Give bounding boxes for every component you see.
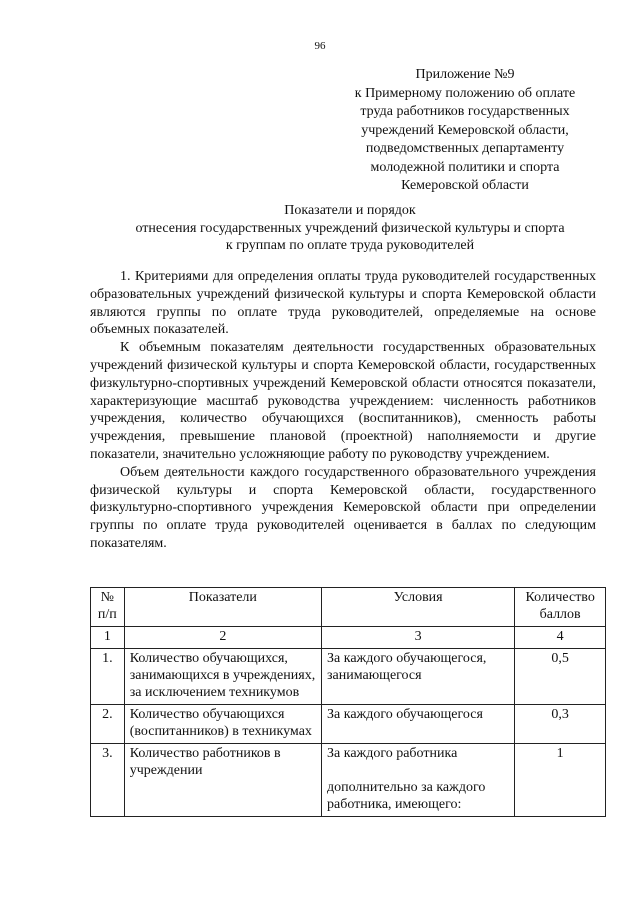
row-number: 3. [91,744,125,817]
document-title-line: отнесения государственных учреждений физической культуры и спорта [135,220,565,236]
indicators-table [90,587,606,817]
table-row [91,705,606,744]
appendix-line: молодежной политики и спорта [370,159,560,175]
table-header-row [91,588,606,627]
header-points: Количество баллов [515,588,606,627]
page-number: 96 [314,40,326,52]
row-condition-extra: дополнительно за каждого работника, имеющего: [327,780,486,812]
row-points: 1 [515,744,606,817]
row-condition: За каждого работника [327,746,458,761]
appendix-block [330,66,600,196]
paragraph: К объемным показателям деятельности государственных образовательных учреждений физической культуры и спорта Кемеровской области, государственных физкультурно-спортивных учреждений Кемеровской области относятся показатели, характеризующие масштаб руководства учреждением: численность работников учреждения, количество обучающихся (воспитанников), сменность работы учреждения, превышение плановой (проектной) наполняемости и другие показатели, значительно усложняющие работу по руководству учреждением. [90,340,596,462]
table-column-numbers-row [91,627,606,649]
row-indicator: Количество обучающихся (воспитанников) в техникумах [124,705,321,744]
paragraph: Объем деятельности каждого государственного образовательного учреждения физической культуры и спорта Кемеровской области, государственного физкультурно-спортивного учреждения Кемеровской области при определении группы по оплате труда руководителей оценивается в баллах по следующим показателям. [90,464,596,551]
document-title [100,202,600,255]
appendix-line: учреждений Кемеровской области, [361,122,569,138]
header-indicators: Показатели [124,588,321,627]
row-condition: За каждого обучающегося, занимающегося [322,649,515,705]
appendix-line: труда работников государственных [360,104,570,119]
row-points: 0,3 [515,705,606,744]
table-row [91,649,606,705]
row-indicator: Количество работников в учреждении [124,744,321,817]
body-text [90,268,596,553]
row-points: 0,5 [515,649,606,705]
row-condition: За каждого обучающегося [322,705,515,744]
row-condition-cell [322,744,515,817]
column-number: 4 [515,627,606,649]
row-number: 2. [91,705,125,744]
appendix-title: Приложение №9 [415,67,515,82]
column-number: 2 [124,627,321,649]
paragraph: 1. Критериями для определения оплаты труда руководителей государственных образовательных учреждений физической культуры и спорта Кемеровской области являются группы по оплате труда руководителей, определяемые на основе объемных показателей. [90,269,596,338]
appendix-line: Кемеровской области [401,178,529,193]
appendix-line: к Примерному положению об оплате [354,85,576,101]
column-number: 3 [322,627,515,649]
document-title-line: к группам по оплате труда руководителей [225,238,475,253]
appendix-line: подведомственных департаменту [365,141,565,156]
header-conditions: Условия [322,588,515,627]
table-row [91,744,606,817]
row-number: 1. [91,649,125,705]
column-number: 1 [91,627,125,649]
document-title-line: Показатели и порядок [284,203,416,218]
header-num: № п/п [91,588,125,627]
row-indicator: Количество обучающихся, занимающихся в учреждениях, за исключением техникумов [124,649,321,705]
